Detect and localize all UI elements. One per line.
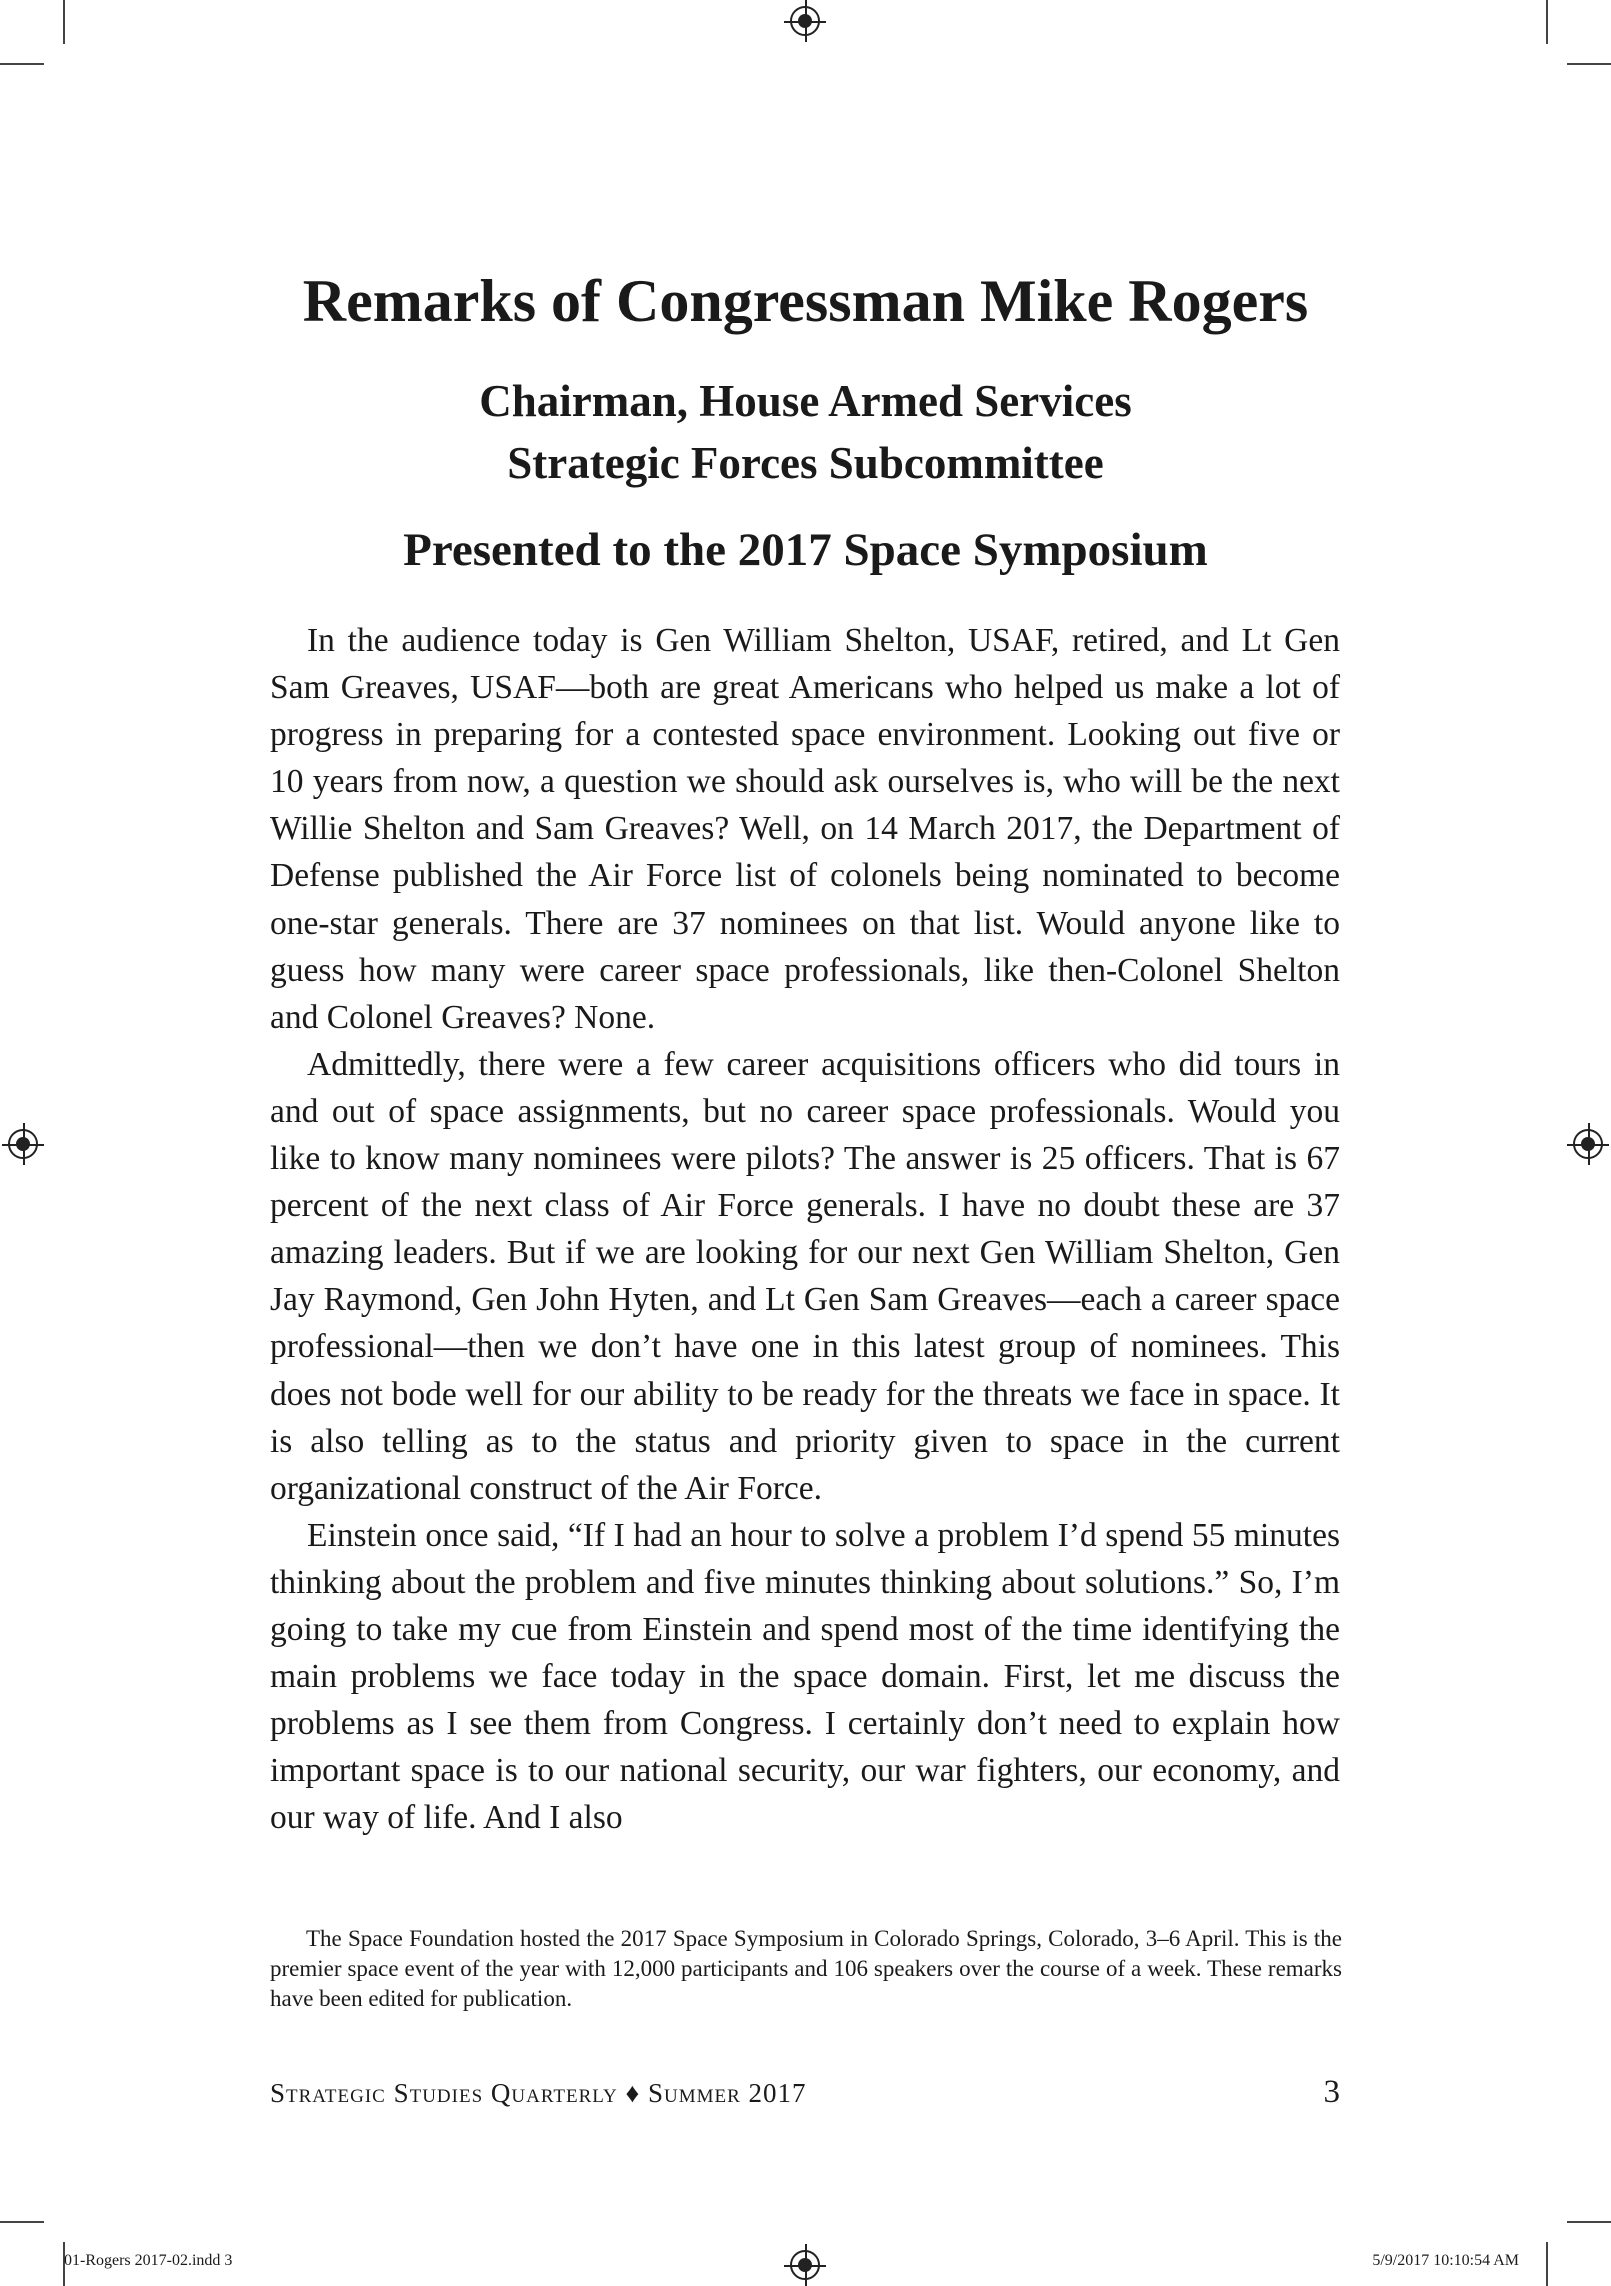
crop-mark xyxy=(63,0,65,44)
crop-mark xyxy=(0,63,44,65)
article-body xyxy=(270,617,1340,1841)
subtitle-line: Chairman, House Armed Services xyxy=(479,376,1132,426)
crop-mark xyxy=(0,2221,44,2223)
slug-timestamp: 5/9/2017 10:10:54 AM xyxy=(1372,2252,1519,2269)
registration-mark-icon xyxy=(790,2250,820,2280)
body-paragraph: In the audience today is Gen William Shelton, USAF, retired, and Lt Gen Sam Greaves, USAF—both are great Americans who helped us make a lot of progress in preparing for a contested space environment. Looking out five or 10 years from now, a question we should ask ourselves is, who will be the next Willie Shelton and Sam Greaves? Well, on 14 March 2017, the Department of Defense published the Air Force list of colonels being nominated to become one-star generals. There are 37 nominees on that list. Would anyone like to guess how many were career space professionals, like then-Colonel Shelton and Colonel Greaves? None. xyxy=(270,622,1340,1036)
crop-mark xyxy=(1567,63,1611,65)
registration-mark-icon xyxy=(8,1129,38,1159)
registration-mark-icon xyxy=(1573,1129,1603,1159)
registration-mark-icon xyxy=(790,6,820,36)
page-number: 3 xyxy=(1323,2074,1340,2110)
presented-heading: Presented to the 2017 Space Symposium xyxy=(403,524,1208,576)
slug-filename: 01-Rogers 2017-02.indd 3 xyxy=(64,2252,233,2269)
crop-mark xyxy=(1567,2221,1611,2223)
running-footer: Strategic Studies Quarterly ♦ Summer 2017 xyxy=(270,2078,807,2108)
body-paragraph: Admittedly, there were a few career acquisitions officers who did tours in and out of space assignments, but no career space professionals. Would you like to know many nominees were pilots? The answer is 25 officers. That is 67 percent of the next class of Air Force generals. I have no doubt these are 37 amazing leaders. But if we are looking for our next Gen William Shelton, Gen Jay Raymond, Gen John Hyten, and Lt Gen Sam Greaves—each a career space professional—then we don’t have one in this latest group of nominees. This does not bode well for our ability to be ready for the threats we face in space. It is also telling as to the status and priority given to space in the current organizational construct of the Air Force. xyxy=(270,1045,1340,1507)
subtitle-line: Strategic Forces Subcommittee xyxy=(507,438,1104,488)
footnote: The Space Foundation hosted the 2017 Space Symposium in Colorado Springs, Colorado, 3–6 April. This is the premier space event of the year with 12,000 participants and 106 speakers over the course of a week. These remarks have been edited for publication. xyxy=(270,1926,1342,2011)
crop-mark xyxy=(1546,2242,1548,2286)
body-paragraph: Einstein once said, “If I had an hour to solve a problem I’d spend 55 minutes thinking about the problem and five minutes thinking about solutions.” So, I’m going to take my cue from Einstein and spend most of the time identifying the main problems we face today in the space domain. First, let me discuss the problems as I see them from Congress. I certainly don’t need to explain how important space is to our national security, our war fighters, our economy, and our way of life. And I also xyxy=(270,1516,1340,1837)
article-subtitle xyxy=(0,370,1611,494)
article-title: Remarks of Congressman Mike Rogers xyxy=(302,268,1309,334)
crop-mark xyxy=(1546,0,1548,44)
